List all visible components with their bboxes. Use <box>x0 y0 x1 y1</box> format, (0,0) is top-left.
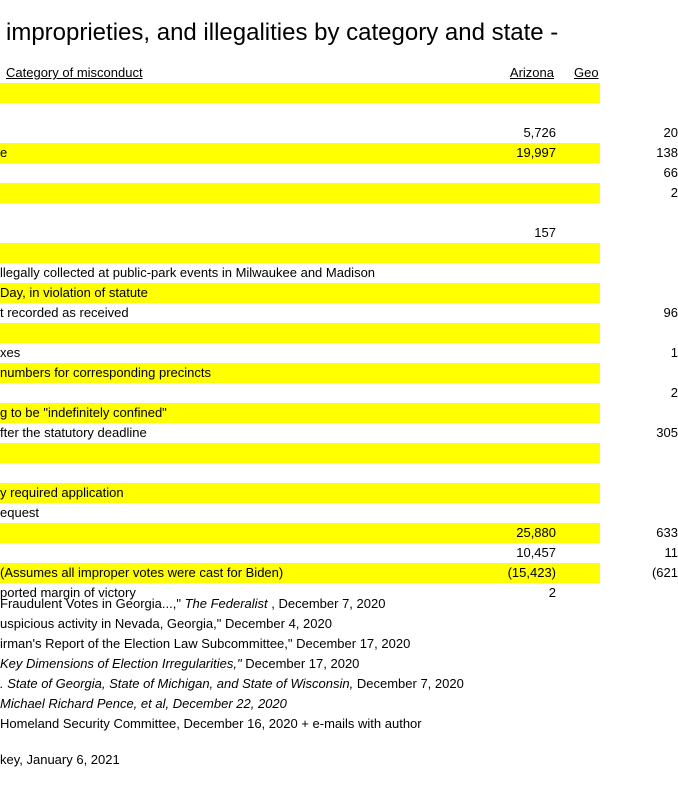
column-header-georgia: Geo <box>574 65 599 80</box>
table-row <box>0 223 600 243</box>
table-row <box>0 303 678 323</box>
table-row <box>0 543 678 563</box>
row-category: xes <box>0 345 21 360</box>
source-note-post: December 17, 2020 <box>241 656 360 671</box>
table-row <box>0 503 600 523</box>
source-note <box>0 654 600 674</box>
row-arizona-value: 5,726 <box>523 125 556 140</box>
row-category: Day, in violation of statute <box>0 285 148 300</box>
table-row <box>0 243 600 263</box>
source-note <box>0 634 600 654</box>
row-arizona-value: 25,880 <box>516 525 556 540</box>
source-note <box>0 674 600 694</box>
row-georgia-value: 96 <box>663 305 678 320</box>
row-category: equest <box>0 505 40 520</box>
table-row <box>0 143 678 163</box>
row-category: t recorded as received <box>0 305 129 320</box>
table-row <box>0 263 600 283</box>
row-category: numbers for corresponding precincts <box>0 365 211 380</box>
row-georgia-value: 11 <box>664 545 678 560</box>
source-note <box>0 594 600 614</box>
source-note-it: Key Dimensions of Election Irregularities," <box>0 656 242 671</box>
table-row <box>0 483 600 503</box>
table-row <box>0 423 678 443</box>
source-note-it: Michael Richard Pence, et al, December 22, 2020 <box>0 696 287 711</box>
source-note-post: , December 7, 2020 <box>267 596 386 611</box>
row-georgia-value: 20 <box>663 125 678 140</box>
row-category: e <box>0 145 8 160</box>
table-row <box>0 283 600 303</box>
row-arizona-value: 2 <box>548 585 556 600</box>
source-note <box>0 614 600 634</box>
column-header-arizona: Arizona <box>509 65 554 80</box>
page-title: improprieties, and illegalities by category and state - <box>6 19 559 46</box>
row-category: (Assumes all improper votes were cast for Biden) <box>0 565 284 580</box>
source-note-it: The Federalist <box>184 596 268 611</box>
row-georgia-value: 305 <box>656 425 678 440</box>
source-note-pre: uspicious activity in Nevada, Georgia," December 4, 2020 <box>0 616 332 631</box>
row-arizona-value: 10,457 <box>516 545 556 560</box>
row-georgia-value: 2 <box>670 185 678 200</box>
row-georgia-value: 138 <box>656 145 678 160</box>
column-header-category: Category of misconduct <box>6 65 143 80</box>
table-row <box>0 83 600 103</box>
source-note-pre: Fraudulent Votes in Georgia...," <box>0 596 185 611</box>
table-row <box>0 343 678 363</box>
misconduct-table <box>0 83 678 603</box>
source-note <box>0 694 600 714</box>
table-row <box>0 123 678 143</box>
table-row <box>0 403 600 423</box>
table-row <box>0 383 678 403</box>
table-row <box>0 323 600 343</box>
source-notes <box>0 594 600 734</box>
source-note-pre: irman's Report of the Election Law Subcommittee," December 17, 2020 <box>0 636 411 651</box>
source-note <box>0 714 600 734</box>
row-arizona-value: (15,423) <box>507 565 556 580</box>
row-georgia-value: 2 <box>670 385 678 400</box>
row-category: llegally collected at public-park events in Milwaukee and Madison <box>0 265 376 280</box>
row-georgia-value: 1 <box>670 345 678 360</box>
row-category: y required application <box>0 485 124 500</box>
table-row <box>0 183 678 203</box>
row-category: ported margin of victory <box>0 585 136 600</box>
table-row <box>0 163 678 183</box>
table-row <box>0 103 600 123</box>
row-georgia-value: 66 <box>663 165 678 180</box>
row-georgia-value: 633 <box>656 525 678 540</box>
row-category: fter the statutory deadline <box>0 425 147 440</box>
author-line: key, January 6, 2021 <box>0 752 120 767</box>
table-row <box>0 443 600 463</box>
row-category: g to be "indefinitely confined" <box>0 405 167 420</box>
row-arizona-value: 19,997 <box>516 145 556 160</box>
table-row <box>0 363 600 383</box>
table-row <box>0 523 678 543</box>
row-arizona-value: 157 <box>534 225 556 240</box>
source-note-it: . State of Georgia, State of Michigan, and State of Wisconsin, <box>0 676 354 691</box>
table-row <box>0 463 600 483</box>
source-note-pre: Homeland Security Committee, December 16, 2020 + e-mails with author <box>0 716 422 731</box>
table-row <box>0 203 600 223</box>
row-georgia-value: (621 <box>651 565 678 580</box>
table-row <box>0 563 678 583</box>
source-note-post: December 7, 2020 <box>353 676 464 691</box>
